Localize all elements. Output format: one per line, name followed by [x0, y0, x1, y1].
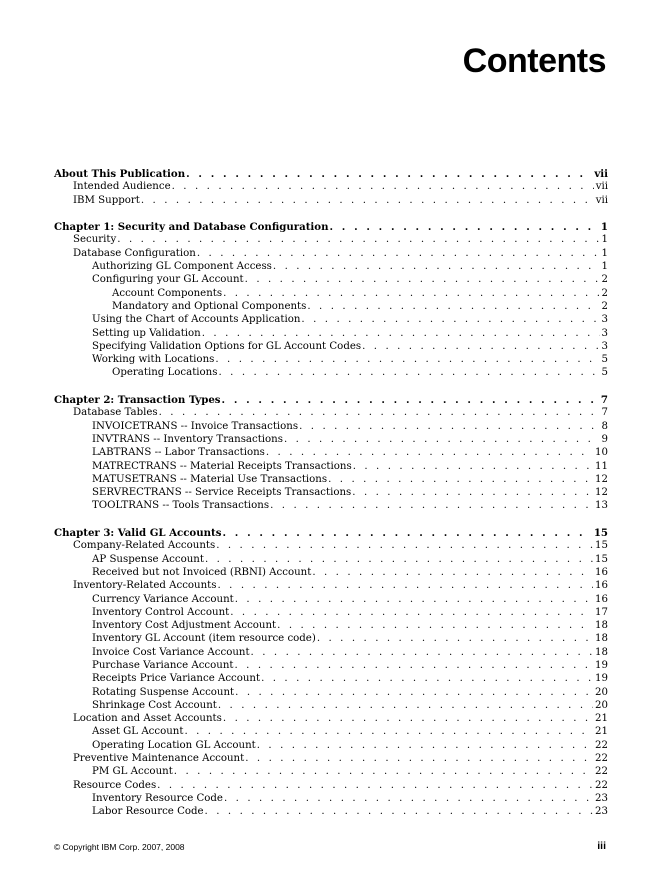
toc-entry-page: 20 — [595, 686, 608, 698]
dot-leader — [183, 726, 593, 737]
toc-entry-page: 19 — [595, 659, 608, 671]
dot-leader — [329, 221, 599, 233]
dot-leader — [272, 261, 600, 272]
toc-entry-page: 3 — [601, 340, 608, 352]
toc-entry-page: 22 — [595, 779, 608, 791]
toc-entry-label: Database Tables — [73, 407, 158, 419]
toc-entry-label: INVOICETRANS -- Invoice Transactions — [92, 420, 299, 432]
toc-entry[interactable] — [54, 620, 608, 633]
toc-entry-label: Company-Related Accounts — [73, 540, 216, 552]
toc-entry[interactable] — [54, 328, 608, 341]
toc-entry[interactable] — [54, 713, 608, 726]
toc-entry-label: Inventory-Related Accounts — [73, 580, 217, 592]
toc-entry[interactable] — [54, 341, 608, 354]
dot-leader — [217, 580, 594, 591]
toc-entry-label: IBM Support — [73, 194, 140, 206]
dot-leader — [201, 328, 600, 339]
toc-entry[interactable] — [54, 780, 608, 793]
dot-leader — [204, 806, 593, 817]
toc-entry-label: Labor Resource Code — [92, 806, 204, 818]
toc-entry-page: 23 — [595, 792, 608, 804]
dot-leader — [173, 766, 593, 777]
toc-entry[interactable] — [54, 195, 608, 208]
toc-entry-page: 12 — [595, 473, 608, 485]
dot-leader — [222, 527, 592, 539]
toc-entry-page: 18 — [595, 633, 608, 645]
dot-leader — [250, 647, 593, 658]
toc-entry-page: 1 — [601, 234, 608, 246]
dot-leader — [327, 474, 593, 485]
toc-entry-page: 11 — [595, 460, 608, 472]
toc-entry-page: 19 — [595, 673, 608, 685]
toc-entry-page: 10 — [595, 447, 608, 459]
dot-leader — [222, 713, 593, 724]
toc-entry-label: Mandatory and Optional Components — [112, 300, 307, 312]
dot-leader — [283, 434, 600, 445]
dot-leader — [265, 447, 593, 458]
toc-entry[interactable] — [54, 301, 608, 314]
toc-entry[interactable] — [54, 274, 608, 287]
dot-leader — [217, 367, 599, 378]
dot-leader — [351, 487, 593, 498]
toc-entry-label: Asset GL Account — [92, 726, 184, 738]
page-number: iii — [597, 840, 606, 852]
toc-chapter-entry[interactable] — [54, 527, 608, 540]
dot-leader — [298, 421, 599, 432]
toc-entry[interactable] — [54, 726, 608, 739]
toc-entry-page: 3 — [601, 327, 608, 339]
dot-leader — [223, 793, 593, 804]
toc-entry-label: Operating Location GL Account — [92, 739, 256, 751]
dot-leader — [244, 274, 600, 285]
dot-leader — [222, 288, 599, 299]
toc-entry-label: Inventory Control Account — [92, 606, 230, 618]
toc-entry[interactable] — [54, 354, 608, 367]
dot-leader — [260, 673, 593, 684]
toc-entry-page: 21 — [595, 713, 608, 725]
toc-entry-page: 1 — [601, 261, 608, 273]
page-title: Contents — [462, 42, 606, 80]
toc-entry-page: 7 — [600, 394, 608, 407]
toc-entry-label: Purchase Variance Account — [92, 659, 234, 671]
dot-leader — [185, 168, 592, 180]
toc-entry[interactable] — [54, 594, 608, 607]
copyright-notice: © Copyright IBM Corp. 2007, 2008 — [54, 842, 185, 852]
toc-entry[interactable] — [54, 540, 608, 553]
toc-entry-label: MATRECTRANS -- Material Receipts Transactions — [92, 460, 352, 472]
toc-chapter-entry[interactable] — [54, 221, 608, 234]
toc-entry-label: MATUSETRANS -- Material Use Transactions — [92, 473, 328, 485]
toc-entry-page: 2 — [601, 274, 608, 286]
toc-entry-page: 22 — [595, 739, 608, 751]
toc-entry-label: Inventory GL Account (item resource code) — [92, 633, 316, 645]
toc-entry-page: 13 — [595, 500, 608, 512]
dot-leader — [214, 354, 599, 365]
toc-entry-page: 15 — [593, 527, 608, 540]
toc-entry[interactable] — [54, 487, 608, 500]
toc-entry[interactable] — [54, 753, 608, 766]
toc-entry[interactable] — [54, 766, 608, 779]
toc-entry-page: 2 — [601, 287, 608, 299]
toc-entry-label: Chapter 3: Valid GL Accounts — [54, 527, 222, 540]
toc-entry-label: Using the Chart of Accounts Application — [92, 314, 301, 326]
dot-leader — [306, 301, 599, 312]
toc-entry-label: TOOLTRANS -- Tools Transactions — [92, 500, 270, 512]
toc-entry-label: Working with Locations — [92, 354, 215, 366]
toc-entry[interactable] — [54, 740, 608, 753]
toc-entry[interactable] — [54, 607, 608, 620]
toc-entry-label: Resource Codes — [73, 779, 157, 791]
toc-entry[interactable] — [54, 633, 608, 646]
toc-entry[interactable] — [54, 660, 608, 673]
toc-entry-page: 9 — [601, 433, 608, 445]
toc-entry-label: Rotating Suspense Account — [92, 686, 235, 698]
toc-entry[interactable] — [54, 447, 608, 460]
dot-leader — [361, 341, 599, 352]
toc-entry-label: Security — [73, 234, 117, 246]
toc-entry[interactable] — [54, 181, 608, 194]
toc-entry-label: Location and Asset Accounts — [73, 713, 222, 725]
toc-entry[interactable] — [54, 261, 608, 274]
toc-entry[interactable] — [54, 687, 608, 700]
toc-entry-label: Inventory Cost Adjustment Account — [92, 620, 277, 632]
dot-leader — [221, 394, 599, 406]
dot-leader — [316, 633, 593, 644]
toc-entry-label: Inventory Resource Code — [92, 792, 223, 804]
toc-entry-label: Database Configuration — [73, 247, 196, 259]
dot-leader — [215, 540, 593, 551]
dot-leader — [234, 687, 593, 698]
toc-entry-page: 18 — [595, 620, 608, 632]
toc-entry-label: Received but not Invoiced (RBNI) Account — [92, 566, 312, 578]
toc-entry[interactable] — [54, 421, 608, 434]
toc-entry-page: 15 — [595, 553, 608, 565]
dot-leader — [156, 780, 593, 791]
toc-entry-label: Specifying Validation Options for GL Account Codes — [92, 340, 362, 352]
dot-leader — [171, 181, 594, 192]
toc-entry[interactable] — [54, 367, 608, 380]
toc-entry-label: Account Components — [112, 287, 223, 299]
toc-entry-page: vii — [595, 181, 608, 193]
toc-entry-page: 22 — [595, 753, 608, 765]
toc-entry[interactable] — [54, 554, 608, 567]
toc-entry-page: 5 — [601, 354, 608, 366]
toc-entry-page: vii — [595, 194, 608, 206]
toc-entry-page: 23 — [595, 806, 608, 818]
toc-entry-label: AP Suspense Account — [92, 553, 204, 565]
toc-entry-label: Chapter 2: Transaction Types — [54, 394, 221, 407]
toc-entry-label: About This Publication — [54, 168, 186, 180]
toc-entry-label: Operating Locations — [112, 367, 218, 379]
toc-entry-page: 21 — [595, 726, 608, 738]
dot-leader — [244, 753, 593, 764]
toc-entry-page: 17 — [595, 606, 608, 618]
toc-entry-page: 20 — [595, 699, 608, 711]
dot-leader — [229, 607, 593, 618]
toc-entry-page: 7 — [601, 407, 608, 419]
toc-entry-page: 1 — [601, 247, 608, 259]
toc-entry[interactable] — [54, 461, 608, 474]
toc-entry-label: Intended Audience — [73, 181, 171, 193]
toc-entry-page: vii — [594, 168, 608, 180]
toc-entry-label: Invoice Cost Variance Account — [92, 646, 250, 658]
toc-chapter-entry[interactable] — [54, 168, 608, 181]
dot-leader — [269, 500, 593, 511]
toc-entry[interactable] — [54, 234, 608, 247]
dot-leader — [234, 594, 593, 605]
toc-chapter-entry[interactable] — [54, 394, 608, 407]
toc-entry-label: Shrinkage Cost Account — [92, 699, 217, 711]
toc-entry[interactable] — [54, 673, 608, 686]
toc-entry-page: 3 — [601, 314, 608, 326]
toc-entry-page: 16 — [595, 580, 608, 592]
dot-leader — [276, 620, 593, 631]
dot-leader — [204, 554, 593, 565]
toc-entry[interactable] — [54, 500, 608, 513]
toc-entry-label: SERVRECTRANS -- Service Receipts Transactions — [92, 487, 352, 499]
toc-entry[interactable] — [54, 580, 608, 593]
toc-entry[interactable] — [54, 647, 608, 660]
toc-entry[interactable] — [54, 474, 608, 487]
toc-entry-page: 2 — [601, 300, 608, 312]
toc-entry-page: 16 — [595, 566, 608, 578]
toc-entry[interactable] — [54, 248, 608, 261]
toc-entry-label: LABTRANS -- Labor Transactions — [92, 447, 265, 459]
toc-entry[interactable] — [54, 407, 608, 420]
dot-leader — [140, 195, 594, 206]
dot-leader — [233, 660, 593, 671]
toc-entry-label: Authorizing GL Component Access — [92, 261, 272, 273]
toc-entry[interactable] — [54, 700, 608, 713]
table-of-contents — [54, 168, 608, 820]
dot-leader — [300, 314, 599, 325]
toc-entry-page: 1 — [600, 221, 608, 234]
dot-leader — [217, 700, 593, 711]
dot-leader — [196, 248, 600, 259]
toc-entry-label: Currency Variance Account — [92, 593, 234, 605]
toc-entry-page: 16 — [595, 593, 608, 605]
toc-entry[interactable] — [54, 567, 608, 580]
dot-leader — [158, 407, 600, 418]
toc-entry-label: Preventive Maintenance Account — [73, 753, 245, 765]
toc-entry[interactable] — [54, 314, 608, 327]
toc-entry-label: Configuring your GL Account — [92, 274, 244, 286]
toc-entry[interactable] — [54, 806, 608, 819]
toc-entry-label: Chapter 1: Security and Database Configuration — [54, 221, 329, 234]
toc-entry-label: Setting up Validation — [92, 327, 201, 339]
toc-entry-page: 18 — [595, 646, 608, 658]
toc-entry[interactable] — [54, 434, 608, 447]
toc-entry[interactable] — [54, 793, 608, 806]
toc-entry-label: PM GL Account — [92, 766, 173, 778]
dot-leader — [116, 234, 599, 245]
toc-entry-label: INVTRANS -- Inventory Transactions — [92, 433, 283, 445]
toc-entry-label: Receipts Price Variance Account — [92, 673, 261, 685]
toc-entry-page: 8 — [601, 420, 608, 432]
toc-entry[interactable] — [54, 288, 608, 301]
toc-entry-page: 5 — [601, 367, 608, 379]
toc-entry-page: 12 — [595, 487, 608, 499]
dot-leader — [311, 567, 593, 578]
dot-leader — [256, 740, 593, 751]
toc-entry-page: 15 — [595, 540, 608, 552]
dot-leader — [352, 461, 593, 472]
toc-entry-page: 22 — [595, 766, 608, 778]
